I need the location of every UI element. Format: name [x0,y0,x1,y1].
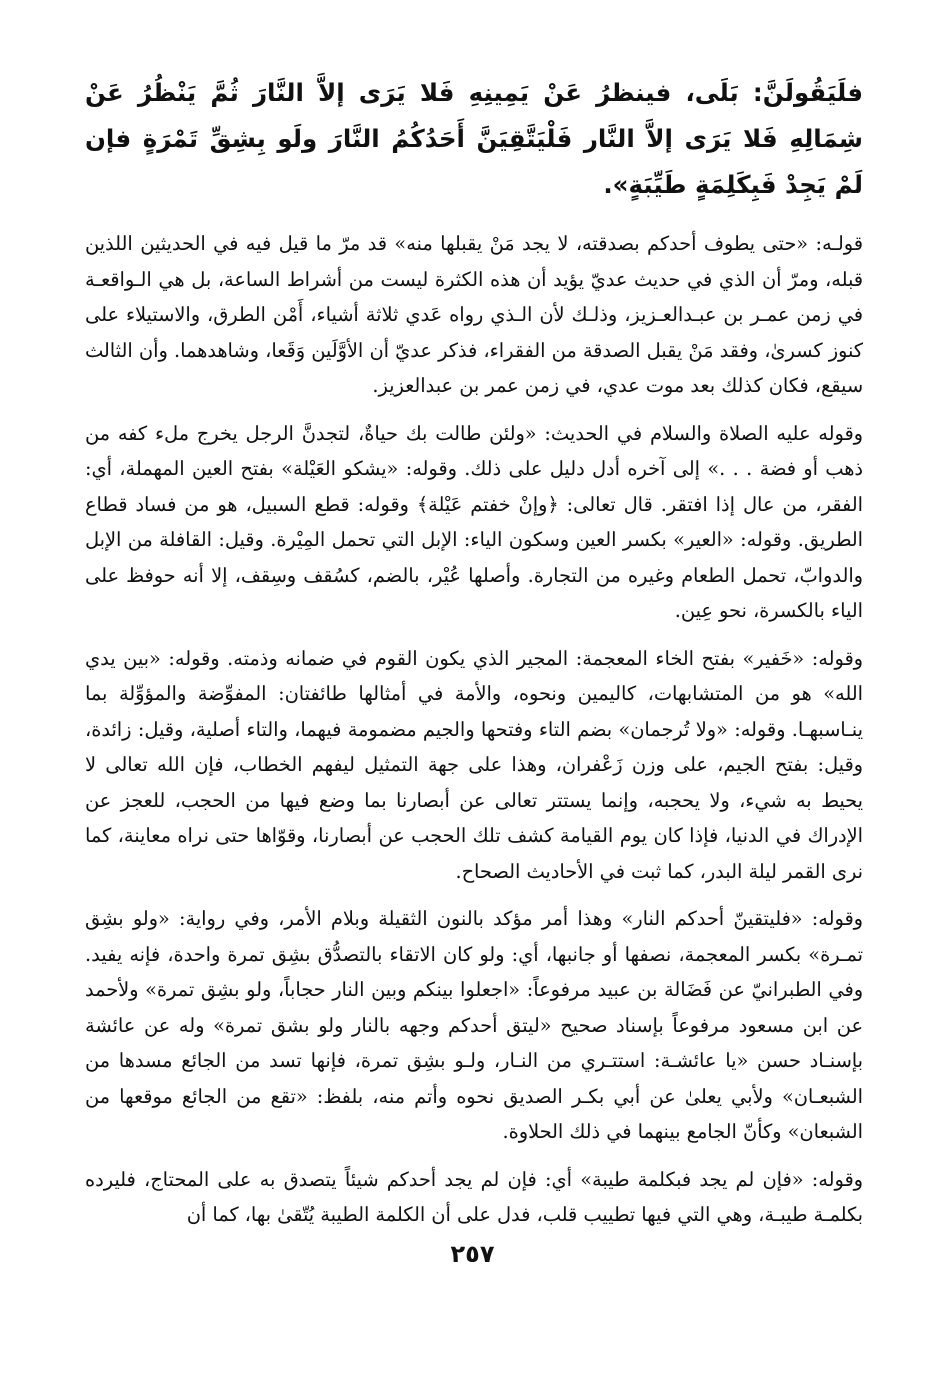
paragraph: وقوله: «فإن لم يجد فبكلمة طيبة» أي: فإن لم يجد أحدكم شيئاً يتصدق به على المحتاج، فليرده بكلمـة طيبـة، وهي التي فيها تطييب قلب، فدل على أن الكلمة الطيبة يُتّقىٰ بها، كما أن [85,1167,863,1226]
paragraph: قولـه: «حتى يطوف أحدكم بصدقته، لا يجد مَنْ يقبلها منه» قد مرّ ما قيل فيه في الحديثين اللذين قبله، ومرّ أن الذي في حديث عديّ يؤيد أن هذه الكثرة ليست من أشراط الساعة، بل هي الـواقعـة في زمن عمـر بن عبـدالعـزيز، وذلـك لأن الـذي رواه عَدي ثلاثة أشياء، أَمْن الطرق، والاستيلاء على كنوز كسرىٰ، وفقد مَنْ يقبل الصدقة من الفقراء، فذكر عديّ أن الأوَّلَين وَقَعا، وشاهدهما. وأن الثالث سيقع، فكان كذلك بعد موت عدي، في زمن عمر بن عبدالعزيز. [85,232,863,397]
page-number: ٢٥٧ [450,1240,495,1268]
paragraph: وقوله: «خَفير» بفتح الخاء المعجمة: المجير الذي يكون القوم في ضمانه وذمته. وقوله: «بين يدي الله» هو من المتشابهات، كاليمين ونحوه، والأمة في أمثالها طائفتان: المفوِّضة والمؤوِّلة بما ينـاسبهـا. وقوله: «ولا تُرجمان» بضم التاء وفتحها والجيم مضمومة فيهما، والتاء أصلية، وقيل: زائدة، وقيل: بفتح الجيم، على وزن زَعْفران، وهذا على جهة التمثيل ليفهم الخطاب، فإن الله تعالى لا يحيط به شيء، ولا يحجبه، وإنما يستتر تعالى عن أبصارنا بما وضع فيها من الحجب، للعجز عن الإدراك في الدنيا، فإذا كان يوم القيامة كشف تلك الحجب عن أبصارنا، وقوّاها حتى نراه معاينة، كما نرى القمر ليلة البدر، كما ثبت في الأحاديث الصحاح. [85,646,863,883]
hadith-text: فلَيَقُولَنَّ: بَلَى، فينظرُ عَنْ يَمِينِهِ فَلا يَرَى إلاَّ النَّارَ ثُمَّ يَنْظُرُ عَنْ شِمَالِهِ فَلا يَرَى إلاَّ النَّار فَلْيَتَّقِيَنَّ أَحَدُكُمُ النَّارَ ولَو بِشِقِّ تَمْرَةٍ فإن لَمْ يَجِدْ فَبِكَلِمَةٍ طَيِّبَةٍ». [85,78,863,199]
paragraph: وقوله عليه الصلاة والسلام في الحديث: «ولئن طالت بك حياةٌ، لتجدنَّ الرجل يخرج ملء كفه من ذهب أو فضة . . .» إلى آخره أدل دليل على ذلك. وقوله: «يشكو العَيْلة» بفتح العين المهملة، أي: الفقر، من عال إذا افتقر. قال تعالى: ﴿وإنْ خفتم عَيْلة﴾ وقوله: قطع السبيل، هو من فساد قطاع الطريق. وقوله: «العير» بكسر العين وسكون الياء: الإبل التي تحمل المِيْرة. وقيل: القافلة من الإبل والدوابّ، تحمل الطعام وغيره من التجارة. وأصلها عُيْر، بالضم، كسُقف وسِقف، إلا أنه حوفظ على الياء بالكسرة، نحو عِين. [85,421,863,622]
paragraph: وقوله: «فليتقينّ أحدكم النار» وهذا أمر مؤكد بالنون الثقيلة وبلام الأمر، وفي رواية: «ولو بشِق تمـرة» بكسر المعجمة، نصفها أو جانبها، أي: ولو كان الاتقاء بالتصدُّق بشِق تمرة واحدة، فإنه يفيد. وفي الطبرانيّ عن فَضَالة بن عبيد مرفوعاً: «اجعلوا بينكم وبين النار حجاباً، ولو بشِق تمرة» ولأحمد عن ابن مسعود مرفوعاً بإسناد صحيح «ليتق أحدكم وجهه بالنار ولو بشق تمرة» وله عن عائشة بإسنـاد حسن «يا عائشـة: استتـري من النـار، ولـو بشِق تمرة، فإنها تسد من الجائع مسدها من الشبعـان» ولأبي يعلىٰ عن أبي بكـر الصديق نحوه وأتم منه، بلفظ: «تقع من الجائع موقعها من الشبعان» وكأنّ الجامع بينهما في ذلك الحلاوة. [85,907,863,1143]
page-body [85,70,863,1245]
